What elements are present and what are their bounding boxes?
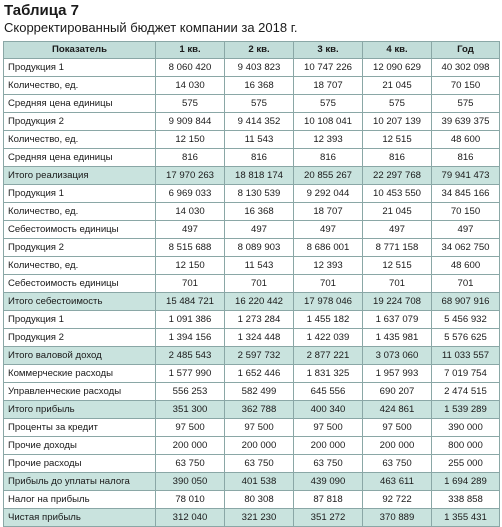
row-value-cell: 1 652 446 — [225, 365, 294, 383]
row-value-cell: 20 855 267 — [294, 167, 363, 185]
row-value-cell: 816 — [432, 149, 500, 167]
row-value-cell: 575 — [156, 95, 225, 113]
row-value-cell: 463 611 — [363, 473, 432, 491]
row-value-cell: 12 150 — [156, 257, 225, 275]
row-value-cell: 97 500 — [225, 419, 294, 437]
row-value-cell: 321 230 — [225, 509, 294, 527]
table-row — [4, 239, 500, 257]
row-value-cell: 497 — [432, 221, 500, 239]
row-value-cell: 1 324 448 — [225, 329, 294, 347]
row-value-cell: 701 — [156, 275, 225, 293]
table-row — [4, 203, 500, 221]
row-label: Налог на прибыль — [4, 491, 156, 509]
table-row — [4, 275, 500, 293]
row-value-cell: 1 577 990 — [156, 365, 225, 383]
row-value-cell: 40 302 098 — [432, 59, 500, 77]
row-value-cell: 97 500 — [294, 419, 363, 437]
row-value-cell: 582 499 — [225, 383, 294, 401]
table-row — [4, 455, 500, 473]
row-value-cell: 1 394 156 — [156, 329, 225, 347]
row-value-cell: 701 — [225, 275, 294, 293]
table-row — [4, 59, 500, 77]
row-label: Прибыль до уплаты налога — [4, 473, 156, 491]
row-value-cell: 816 — [156, 149, 225, 167]
row-label: Итого прибыль — [4, 401, 156, 419]
table-row — [4, 221, 500, 239]
row-value-cell: 200 000 — [363, 437, 432, 455]
table-row — [4, 419, 500, 437]
row-value-cell: 78 010 — [156, 491, 225, 509]
row-value-cell: 22 297 768 — [363, 167, 432, 185]
row-label: Управленческие расходы — [4, 383, 156, 401]
table-caption: Таблица 7 — [4, 2, 80, 19]
row-label: Прочие расходы — [4, 455, 156, 473]
row-value-cell: 497 — [225, 221, 294, 239]
row-label: Коммерческие расходы — [4, 365, 156, 383]
row-label: Количество, ед. — [4, 77, 156, 95]
row-value-cell: 312 040 — [156, 509, 225, 527]
row-value-cell: 9 403 823 — [225, 59, 294, 77]
row-value-cell: 63 750 — [294, 455, 363, 473]
row-value-cell: 14 030 — [156, 203, 225, 221]
row-value-cell: 1 422 039 — [294, 329, 363, 347]
table-total-row — [4, 509, 500, 527]
row-value-cell: 200 000 — [156, 437, 225, 455]
row-value-cell: 1 831 325 — [294, 365, 363, 383]
row-value-cell: 18 707 — [294, 77, 363, 95]
column-header-indicator: Показатель — [4, 42, 156, 59]
row-value-cell: 12 515 — [363, 131, 432, 149]
row-label: Итого валовой доход — [4, 347, 156, 365]
table-row — [4, 77, 500, 95]
row-label: Себестоимость единицы — [4, 221, 156, 239]
table-total-row — [4, 401, 500, 419]
table-total-row — [4, 293, 500, 311]
table-row — [4, 365, 500, 383]
row-value-cell: 10 747 226 — [294, 59, 363, 77]
header-row — [4, 42, 500, 59]
row-value-cell: 11 033 557 — [432, 347, 500, 365]
row-value-cell: 48 600 — [432, 131, 500, 149]
row-value-cell: 70 150 — [432, 77, 500, 95]
row-label: Средняя цена единицы — [4, 95, 156, 113]
row-value-cell: 97 500 — [156, 419, 225, 437]
table-row — [4, 185, 500, 203]
row-value-cell: 1 273 284 — [225, 311, 294, 329]
row-label: Продукция 1 — [4, 311, 156, 329]
row-value-cell: 701 — [294, 275, 363, 293]
row-value-cell: 370 889 — [363, 509, 432, 527]
row-value-cell: 362 788 — [225, 401, 294, 419]
row-value-cell: 1 637 079 — [363, 311, 432, 329]
column-header-year: Год — [432, 42, 500, 59]
row-label: Средняя цена единицы — [4, 149, 156, 167]
row-label: Продукция 2 — [4, 239, 156, 257]
row-value-cell: 2 597 732 — [225, 347, 294, 365]
row-value-cell: 21 045 — [363, 77, 432, 95]
row-value-cell: 17 970 263 — [156, 167, 225, 185]
table-row — [4, 95, 500, 113]
row-value-cell: 200 000 — [294, 437, 363, 455]
row-value-cell: 63 750 — [363, 455, 432, 473]
row-value-cell: 575 — [294, 95, 363, 113]
row-value-cell: 690 207 — [363, 383, 432, 401]
row-value-cell: 338 858 — [432, 491, 500, 509]
row-value-cell: 816 — [225, 149, 294, 167]
row-value-cell: 12 393 — [294, 257, 363, 275]
table-total-row — [4, 473, 500, 491]
row-value-cell: 2 474 515 — [432, 383, 500, 401]
row-value-cell: 816 — [363, 149, 432, 167]
table-row — [4, 149, 500, 167]
row-value-cell: 8 089 903 — [225, 239, 294, 257]
row-label: Итого реализация — [4, 167, 156, 185]
row-value-cell: 1 091 386 — [156, 311, 225, 329]
row-value-cell: 39 639 375 — [432, 113, 500, 131]
row-value-cell: 11 543 — [225, 257, 294, 275]
row-value-cell: 12 150 — [156, 131, 225, 149]
row-label: Продукция 1 — [4, 59, 156, 77]
row-value-cell: 497 — [156, 221, 225, 239]
row-value-cell: 401 538 — [225, 473, 294, 491]
row-value-cell: 48 600 — [432, 257, 500, 275]
row-label: Прочие доходы — [4, 437, 156, 455]
row-value-cell: 3 073 060 — [363, 347, 432, 365]
row-value-cell: 8 060 420 — [156, 59, 225, 77]
row-value-cell: 2 485 543 — [156, 347, 225, 365]
row-value-cell: 400 340 — [294, 401, 363, 419]
row-value-cell: 18 707 — [294, 203, 363, 221]
row-value-cell: 390 000 — [432, 419, 500, 437]
row-value-cell: 575 — [363, 95, 432, 113]
row-value-cell: 34 062 750 — [432, 239, 500, 257]
table-row — [4, 131, 500, 149]
row-value-cell: 21 045 — [363, 203, 432, 221]
row-value-cell: 800 000 — [432, 437, 500, 455]
row-value-cell: 97 500 — [363, 419, 432, 437]
row-label: Продукция 2 — [4, 113, 156, 131]
row-value-cell: 701 — [432, 275, 500, 293]
row-value-cell: 390 050 — [156, 473, 225, 491]
table-total-row — [4, 167, 500, 185]
row-value-cell: 5 456 932 — [432, 311, 500, 329]
row-value-cell: 70 150 — [432, 203, 500, 221]
table-row — [4, 437, 500, 455]
table-row — [4, 311, 500, 329]
table-subtitle: Скорректированный бюджет компании за 2018 г. — [4, 20, 298, 35]
row-value-cell: 701 — [363, 275, 432, 293]
row-value-cell: 16 368 — [225, 203, 294, 221]
row-label: Проценты за кредит — [4, 419, 156, 437]
row-value-cell: 80 308 — [225, 491, 294, 509]
row-value-cell: 497 — [363, 221, 432, 239]
row-value-cell: 68 907 916 — [432, 293, 500, 311]
row-value-cell: 87 818 — [294, 491, 363, 509]
row-value-cell: 424 861 — [363, 401, 432, 419]
table-row — [4, 113, 500, 131]
row-label: Количество, ед. — [4, 257, 156, 275]
row-value-cell: 17 978 046 — [294, 293, 363, 311]
row-value-cell: 9 292 044 — [294, 185, 363, 203]
row-value-cell: 8 686 001 — [294, 239, 363, 257]
row-value-cell: 7 019 754 — [432, 365, 500, 383]
row-value-cell: 351 272 — [294, 509, 363, 527]
row-value-cell: 816 — [294, 149, 363, 167]
row-value-cell: 63 750 — [156, 455, 225, 473]
row-value-cell: 10 108 041 — [294, 113, 363, 131]
row-value-cell: 11 543 — [225, 131, 294, 149]
row-value-cell: 575 — [225, 95, 294, 113]
row-value-cell: 16 220 442 — [225, 293, 294, 311]
row-label: Количество, ед. — [4, 203, 156, 221]
row-value-cell: 12 393 — [294, 131, 363, 149]
row-value-cell: 1 355 431 — [432, 509, 500, 527]
row-value-cell: 5 576 625 — [432, 329, 500, 347]
row-value-cell: 63 750 — [225, 455, 294, 473]
budget-table — [3, 41, 500, 527]
row-value-cell: 200 000 — [225, 437, 294, 455]
row-value-cell: 34 845 166 — [432, 185, 500, 203]
row-value-cell: 575 — [432, 95, 500, 113]
row-value-cell: 255 000 — [432, 455, 500, 473]
row-value-cell: 18 818 174 — [225, 167, 294, 185]
row-value-cell: 16 368 — [225, 77, 294, 95]
row-value-cell: 9 414 352 — [225, 113, 294, 131]
row-value-cell: 12 515 — [363, 257, 432, 275]
row-value-cell: 1 539 289 — [432, 401, 500, 419]
row-label: Количество, ед. — [4, 131, 156, 149]
row-value-cell: 10 453 550 — [363, 185, 432, 203]
row-label: Чистая прибыль — [4, 509, 156, 527]
row-value-cell: 351 300 — [156, 401, 225, 419]
row-value-cell: 15 484 721 — [156, 293, 225, 311]
row-value-cell: 1 957 993 — [363, 365, 432, 383]
row-value-cell: 92 722 — [363, 491, 432, 509]
row-value-cell: 8 515 688 — [156, 239, 225, 257]
table-row — [4, 491, 500, 509]
column-header-q2: 2 кв. — [225, 42, 294, 59]
row-value-cell: 1 694 289 — [432, 473, 500, 491]
row-label: Себестоимость единицы — [4, 275, 156, 293]
table-row — [4, 257, 500, 275]
row-label: Итого себестоимость — [4, 293, 156, 311]
row-value-cell: 79 941 473 — [432, 167, 500, 185]
row-value-cell: 9 909 844 — [156, 113, 225, 131]
row-value-cell: 497 — [294, 221, 363, 239]
table-row — [4, 383, 500, 401]
table-body — [4, 59, 500, 527]
row-value-cell: 439 090 — [294, 473, 363, 491]
row-value-cell: 556 253 — [156, 383, 225, 401]
row-value-cell: 645 556 — [294, 383, 363, 401]
row-value-cell: 10 207 139 — [363, 113, 432, 131]
column-header-q4: 4 кв. — [363, 42, 432, 59]
table-row — [4, 329, 500, 347]
row-value-cell: 1 435 981 — [363, 329, 432, 347]
row-value-cell: 8 130 539 — [225, 185, 294, 203]
row-value-cell: 2 877 221 — [294, 347, 363, 365]
row-value-cell: 8 771 158 — [363, 239, 432, 257]
column-header-q3: 3 кв. — [294, 42, 363, 59]
row-value-cell: 19 224 708 — [363, 293, 432, 311]
row-value-cell: 6 969 033 — [156, 185, 225, 203]
row-label: Продукция 1 — [4, 185, 156, 203]
row-label: Продукция 2 — [4, 329, 156, 347]
column-header-q1: 1 кв. — [156, 42, 225, 59]
table-total-row — [4, 347, 500, 365]
row-value-cell: 14 030 — [156, 77, 225, 95]
row-value-cell: 1 455 182 — [294, 311, 363, 329]
row-value-cell: 12 090 629 — [363, 59, 432, 77]
